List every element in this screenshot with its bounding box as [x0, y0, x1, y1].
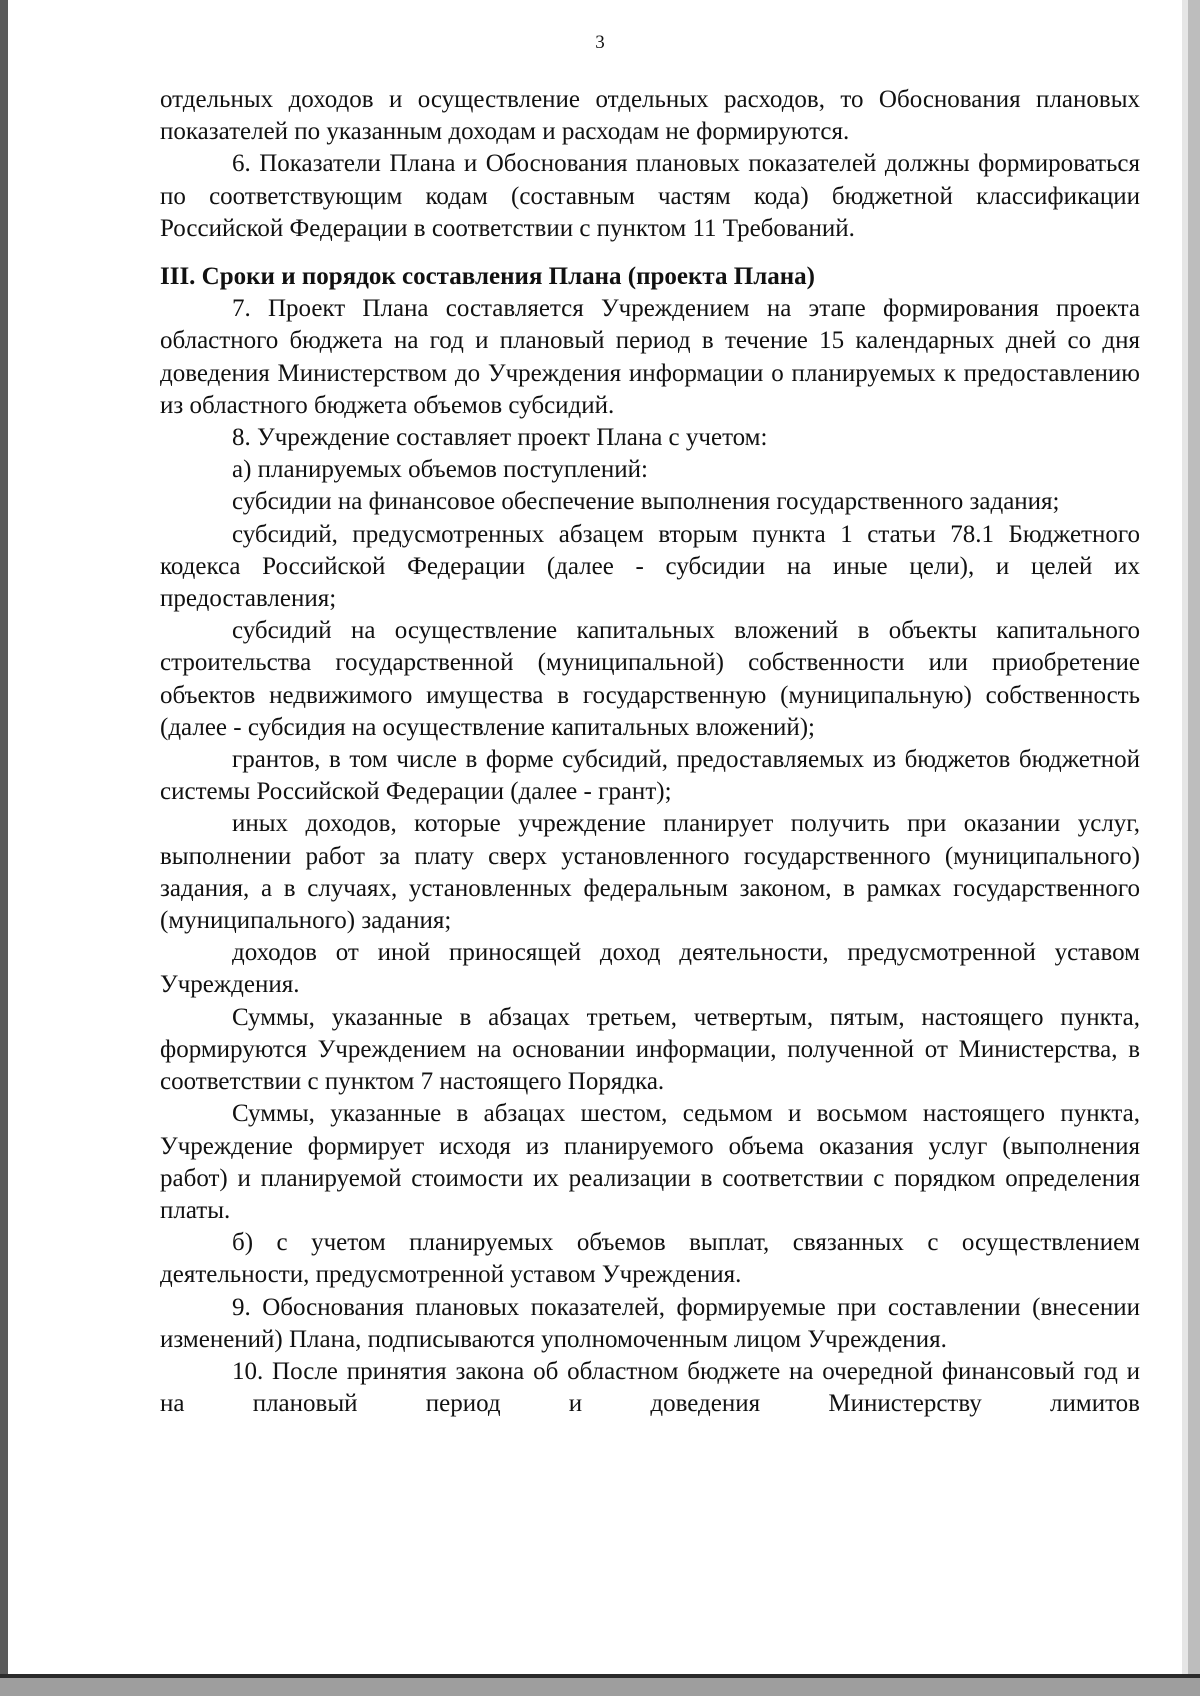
paragraph-list-entry: доходов от иной приносящей доход деятельности, предусмотренной уставом Учреждения. [160, 939, 1140, 999]
page-number: 3 [595, 32, 605, 53]
paragraph-sums-note: Суммы, указанные в абзацах третьем, четвертым, пятым, настоящего пункта, формируются Учреждением на основании информации, полученной от Министерства, в соответствии с пунктом 7 настоящего Порядка. [160, 1003, 1140, 1096]
paragraph-list-entry: субсидии на финансовое обеспечение выполнения государственного задания; [232, 488, 1060, 516]
paragraph-list-entry: грантов, в том числе в форме субсидий, предоставляемых из бюджетов бюджетной системы Российской Федерации (далее - грант); [160, 746, 1140, 806]
page-bottom-edge [0, 1678, 1200, 1696]
paragraph-sums-note: Суммы, указанные в абзацах шестом, седьмом и восьмом настоящего пункта, Учреждение формирует исходя из планируемого объема оказания услуг (выполнения работ) и планируемой стоимости их реализации в соответствии с порядком определения платы. [160, 1100, 1140, 1224]
section-heading: III. Сроки и порядок составления Плана (проекта Плана) [160, 263, 815, 291]
paragraph-subitem-a: а) планируемых объемов поступлений: [232, 456, 648, 484]
paragraph-item-8: 8. Учреждение составляет проект Плана с учетом: [232, 424, 768, 452]
paragraph-item-10: 10. После принятия закона об областном бюджете на очередной финансовый год и на плановый период и доведения Министерству лимитов [160, 1357, 1140, 1418]
page-left-edge [0, 0, 8, 1696]
paragraph-list-entry: субсидий, предусмотренных абзацем вторым пункта 1 статьи 78.1 Бюджетного кодекса Российской Федерации (далее - субсидии на иные цели), и целей их предоставления; [160, 520, 1140, 613]
paragraph-item-7: 7. Проект Плана составляется Учреждением на этапе формирования проекта областного бюджета на год и плановый период в течение 15 календарных дней со дня доведения Министерством до Учреждения информации о планируемых к предоставлению из областного бюджета объемов субсидий. [160, 295, 1140, 419]
paragraph-continuation: отдельных доходов и осуществление отдельных расходов, то Обоснования плановых показателей по указанным доходам и расходам не формируются. [160, 86, 1140, 146]
page-content [160, 84, 1140, 1420]
paragraph-item-9: 9. Обоснования плановых показателей, формируемые при составлении (внесении изменений) Плана, подписываются уполномоченным лицом Учреждения. [160, 1293, 1140, 1353]
page-right-edge [1188, 0, 1200, 1696]
paragraph-list-entry: иных доходов, которые учреждение планирует получить при оказании услуг, выполнении работ за плату сверх установленного государственного (муниципального) задания, а в случаях, установленных федеральным законом, в рамках государственного (муниципального) задания; [160, 810, 1140, 935]
paragraph-list-entry: субсидий на осуществление капитальных вложений в объекты капитального строительства государственной (муниципальной) собственности или приобретение объектов недвижимого имущества в государственную (муниципальную) собственность (далее - субсидия на осуществление капитальных вложений); [160, 617, 1140, 741]
paragraph-item-6: 6. Показатели Плана и Обоснования плановых показателей должны формироваться по соответствующим кодам (составным частям кода) бюджетной классификации Российской Федерации в соответствии с пунктом 11 Требований. [160, 150, 1140, 242]
paragraph-subitem-b: б) с учетом планируемых объемов выплат, связанных с осуществлением деятельности, предусмотренной уставом Учреждения. [160, 1229, 1140, 1289]
